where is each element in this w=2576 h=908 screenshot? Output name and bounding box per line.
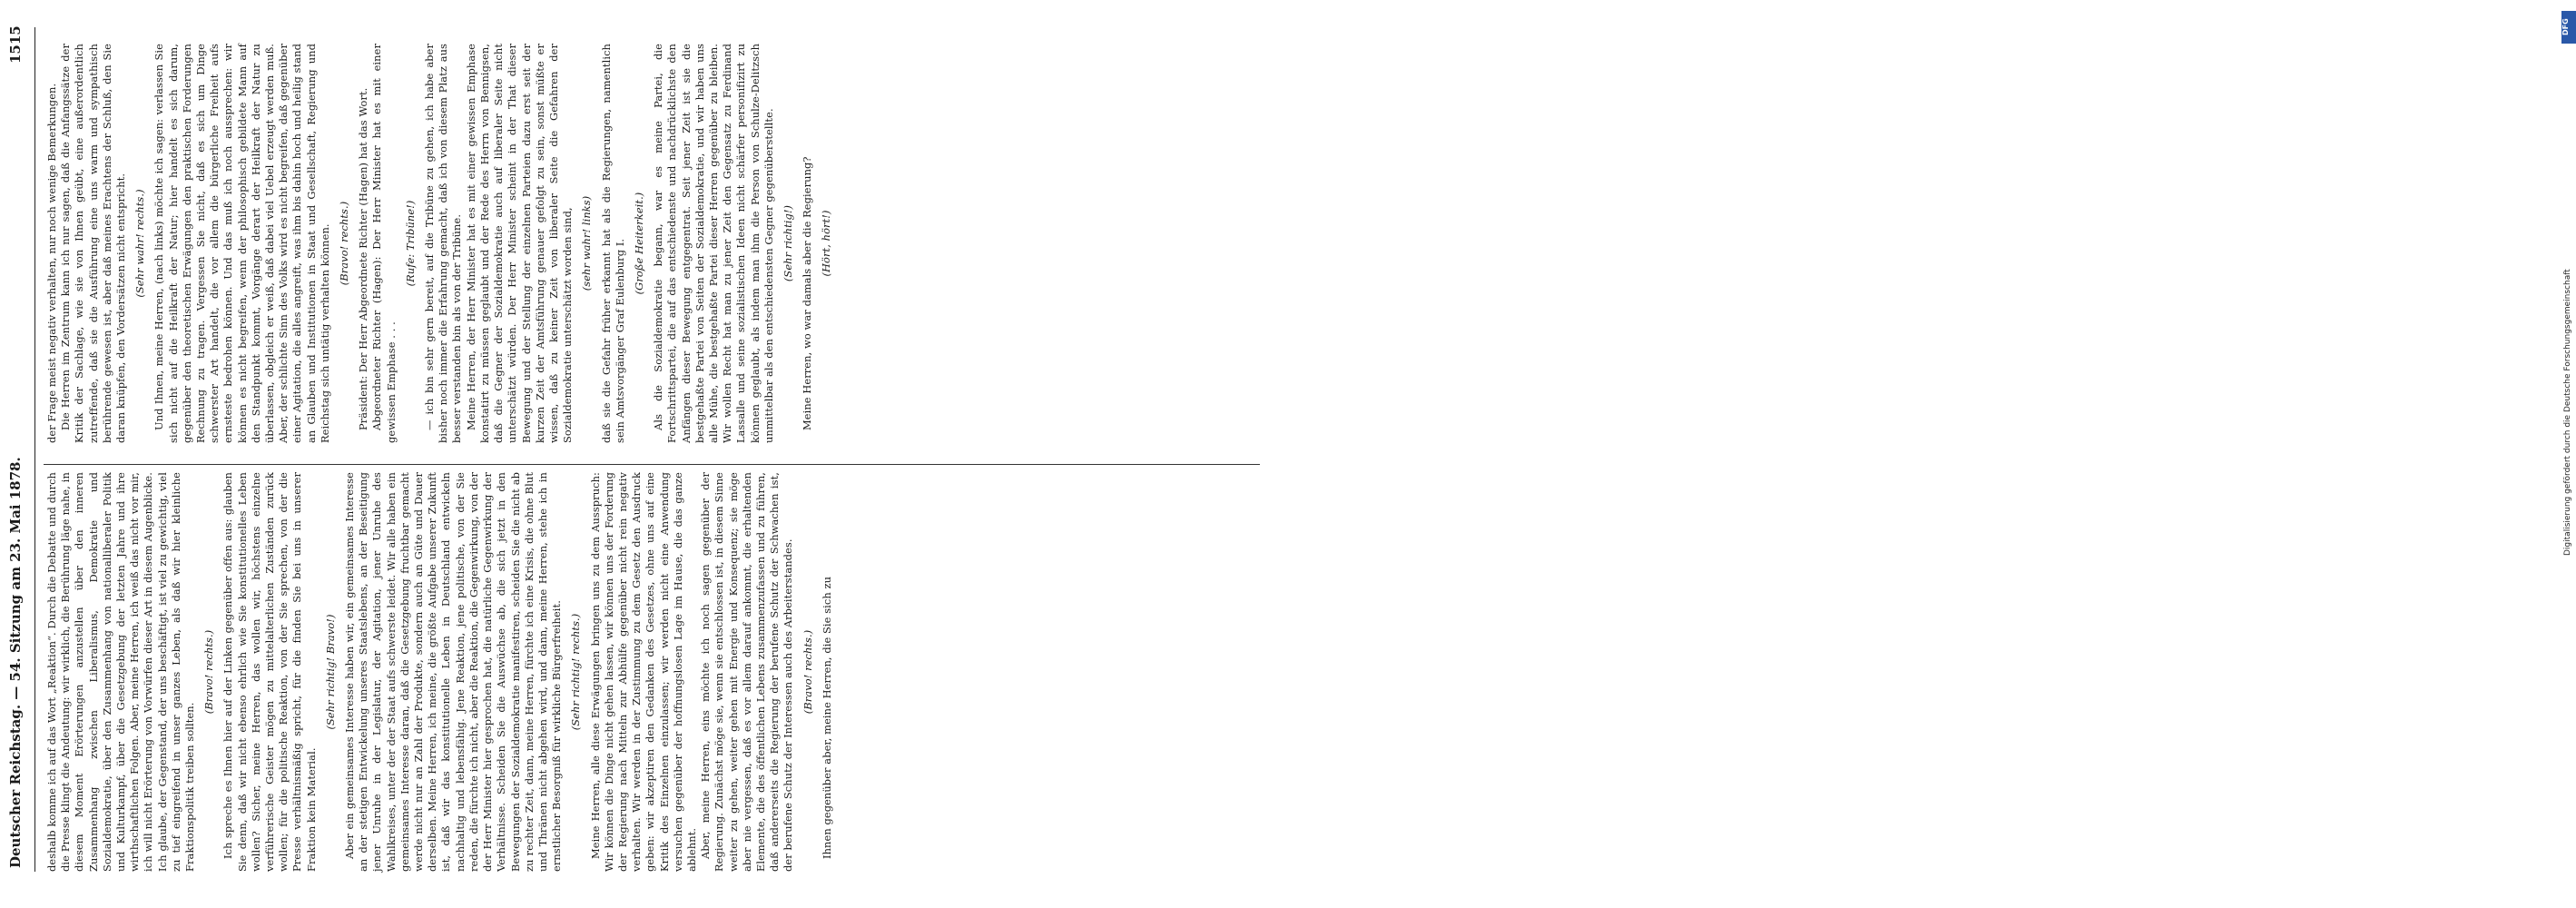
paragraph: Ihnen gegenüber aber, meine Herren, die Sie sich zu — [820, 576, 833, 859]
paragraph: — ich bin sehr gern bereit, auf die Tribüne zu gehen, ich habe aber bisher noch immer die Erfahrung gemacht, daß ich von diesem Platz aus besser verstanden bin als von der Tribüne. — [423, 44, 464, 443]
header-title: Deutscher Reichstag. — 54. Sitzung am 23. Mai 1878. — [7, 457, 24, 868]
interjection: (Bravo! rechts.) — [801, 629, 814, 715]
paragraph: Und Ihnen, meine Herren, (nach links) möchte ich sagen: verlassen Sie sich nicht auf die Heilkraft der Natur; hier handelt es sich darum, gegenüber den theoretischen Erwägungen den praktischen Forderungen Rechnung zu tragen. Vergessen Sie nicht, daß es sich um Dinge schwerster Art handelt, die vor allem die bürgerliche Freiheit aufs ernsteste bedrohen können. Und das muß ich noch aussprechen: wir können es nicht begreifen, wenn der philosophisch gebildete Mann auf den Standpunkt kommt, Vorgänge derart der Heilkraft der Natur zu überlassen, obgleich er weiß, daß dabei viel Uebel erzeugt werden muß. Aber, der schlichte Sinn des Volks wird es nicht begreifen, daß gegenüber einer Agitation, die alles angreift, was ihm bis dahin hoch und heilig stand an Glauben und Institutionen in Staat und Gesellschaft, Regierung und Reichstag sich untätig verhalten können. — [152, 44, 331, 443]
paragraph: Abgeordneter Richter (Hagen): Der Herr Minister hat es mit einer gewissen Emphase . . . — [370, 44, 398, 443]
interjection: (Große Heiterkeit.) — [632, 192, 645, 295]
interjection: (Sehr richtig!) — [781, 204, 794, 282]
paragraph: Aber, meine Herren, eins möchte ich noch sagen gegenüber der Regierung. Zunächst möge sie, wenn sie entschlossen ist, in diesem Sinne weiter zu gehen, weiter gehen mit Energie und Konsequenz; sie möge aber nie vergessen, daß es vor allem darauf ankommt, die erhaltenden Elemente, die des öffentlichen Lebens zusammenzufassen und zu führen, daß andererseits die Regierung der berufene Schutz der Schwachen ist, der berufene Schutz der Interessen auch des Arbeiterstandes. — [699, 472, 795, 872]
interjection: (Hört, hört!) — [820, 210, 833, 277]
paragraph: Präsident: Der Herr Abgeordnete Richter (Hagen) hat das Wort. — [357, 87, 370, 430]
text-column-right — [45, 44, 1253, 443]
page-header — [0, 0, 40, 908]
paragraph: Aber ein gemeinsames Interesse haben wir, ein gemeinsames Interesse an der stetigen Entwickelung unseres Staatslebens, an der Beseitigung jener Unruhe in der Legislatur, der Agitation, jener Unruhe des Wahlkreises, unter der der Staat aufs schwerste leidet. Wir alle haben ein gemeinsames Interesse daran, daß die Gesetzgebung fruchtbar gemacht werde nicht nur an Zahl der Produkte, sondern auch an Güte und Dauer derselben. Meine Herren, ich meine, die größte Aufgabe unserer Zukunft ist, daß wir das konstitutionelle Leben in Deutschland entwickeln nachhaltig und lebensfähig. Jene Reaktion, jene politische, von der Sie reden, die fürchte ich nicht, aber die Reaktion, die Gegenwirkung, von der der Herr Minister hier gesprochen hat, die natürliche Gegenwirkung der Verhältnisse. Scheiden Sie die Auswüchse ab, die sich jetzt in den Bewegungen der Sozialdemokratie manifestiren, scheiden Sie die nicht ab zu rechter Zeit, dann, meine Herren, fürchte ich eine Krisis, die ohne Blut und Thränen nicht abgehen wird, und dann, meine Herren, stehe ich in ernstlicher Besorgniß für wirkliche Bürgerfreiheit. — [343, 472, 564, 872]
paragraph: Meine Herren, alle diese Erwägungen bringen uns zu dem Ausspruch: Wir können die Dinge nicht gehen lassen, wir können uns der Forderung der Regierung nach Mitteln zur Abhülfe gegenüber nicht rein negativ verhalten. Wir werden in der Zustimmung zu dem Gesetz den Ausdruck geben: wir akzeptiren den Gedanken des Gesetzes, ohne uns auf eine Kritik des Einzelnen einzulassen; wir werden nicht eine Anwendung versuchen gegenüber der hoffnungslosen Lage im Hause, die das ganze ablehnt. — [588, 472, 698, 872]
interjection: (Sehr richtig! Bravo!) — [323, 614, 337, 730]
page-number: 1515 — [7, 25, 24, 64]
paragraph: Ich spreche es Ihnen hier auf der Linken gegenüber offen aus: glauben Sie denn, daß wir nicht ebenso ehrlich wie Sie konstitutionelles Leben wollen? Sicher, meine Herren, das wollen wir, höchstens einzelne verführerische Geister mögen zu mittelalterlichen Zuständen zurück wollen; für die politische Reaktion, von der Sie sprechen, von der die Presse verhältnismäßig spricht, für die finden Sie bei uns in unserer Fraktion kein Material. — [221, 472, 318, 872]
text-column-left — [45, 472, 1253, 872]
dfg-badge-text: DFG — [2561, 18, 2570, 36]
column-divider — [44, 464, 1260, 465]
paragraph: daß sie die Gefahr früher erkannt hat als die Regierungen, namentlich sein Amtsvorgänger Graf Eulenburg I. — [599, 44, 626, 443]
dfg-sidebar — [1280, 0, 2572, 908]
header-rule — [34, 27, 35, 872]
paragraph: Meine Herren, der Herr Minister hat es mit einer gewissen Emphase konstatirt zu müssen geglaubt und der Rede des Herrn von Bennigsen, daß die Gegner der Sozialdemokratie auch auf liberaler Seite nicht unterschätzt würden. Der Herr Minister scheint in der That dieser Bewegung und der Stellung der einzelnen Parteien dazu erst seit der kurzen Zeit der Amtsführung genauer gefolgt zu sein, sonst müßte er wissen, daß zu keiner Zeit von liberaler Seite die Gefahren der Sozialdemokratie unterschätzt worden sind, — [464, 44, 575, 443]
paragraph: Als die Sozialdemokratie begann, war es meine Partei, die Fortschrittspartei, die auf das entschiedenste und nachdrücklichste den Anfängen dieser Bewegung entgegentrat. Seit jener Zeit ist sie die bestgehaßte Partei von Seiten der Sozialdemokratie, und wir haben uns alle Mühe, die bestgehaßte Partei dieser Herren gegenüber zu bleiben. Wir wollen Recht hat man zu jener Zeit den Gegensatz zu Ferdinand Lassalle und seine sozialistischen Ideen nicht schärfer personifizirt zu können geglaubt, als indem man ihm die Person von Schulze-Delitzsch unmittelbar als den entschiedensten Gegner gegenüberstellte. — [652, 44, 775, 443]
interjection: (Bravo! rechts.) — [338, 201, 351, 286]
paragraph: der Frage meist negativ verhalten, nur noch wenige Bemerkungen. — [45, 83, 58, 443]
paragraph: Meine Herren, wo war damals aber die Regierung? — [801, 156, 814, 430]
interjection: (Sehr wahr! rechts.) — [133, 189, 147, 298]
paragraph: Die Herren im Zentrum kann ich nur sagen, daß die Anfangssätze der Kritik der Sachlage, wie sie von Ihnen geübt, eine außerordentlich zutreffende, daß sie die Ausführung eine uns warm und sympathisch berührende gewesen ist, aber daß meines Erachtens der Schluß, den Sie daran knüpfen, den Vordersätzen nicht entspricht. — [59, 44, 128, 443]
paragraph: deshalb komme ich auf das Wort „Reaktion“. Durch die Debatte und durch die Presse klingt die Andeutung: wir wirklich, die Berührung läge nahe, in diesem Moment Erörterungen anzustellen über den inneren Zusammenhang zwischen Liberalismus, Demokratie und Sozialdemokratie, über den Zusammenhang von nationalliberaler Politik und Kulturkampf, über die Gesetzgebung der letzten Jahre und ihre wirthschaftlichen Folgen. Aber, meine Herren, ich weiß das nicht vor mir, ich will nicht Erörterung von Vorwürfen dieser Art in diesem Augenblicke. Ich glaube, der Gegenstand, der uns beschäftigt, ist viel zu gewichtig, viel zu tief eingreifend in unser ganzes Leben, als daß wir hier kleinliche Fraktionspolitik treiben sollten. — [45, 472, 197, 872]
interjection: (Bravo! rechts.) — [202, 629, 216, 715]
interjection: (Rufe: Tribüne!) — [403, 200, 417, 287]
interjection: (sehr wahr! links) — [580, 195, 594, 291]
interjection: (Sehr richtig! rechts.) — [569, 613, 583, 731]
funding-credit: Digitalisierung gefördert durch die Deutsche Forschungsgemeinschaft — [2563, 269, 2572, 556]
